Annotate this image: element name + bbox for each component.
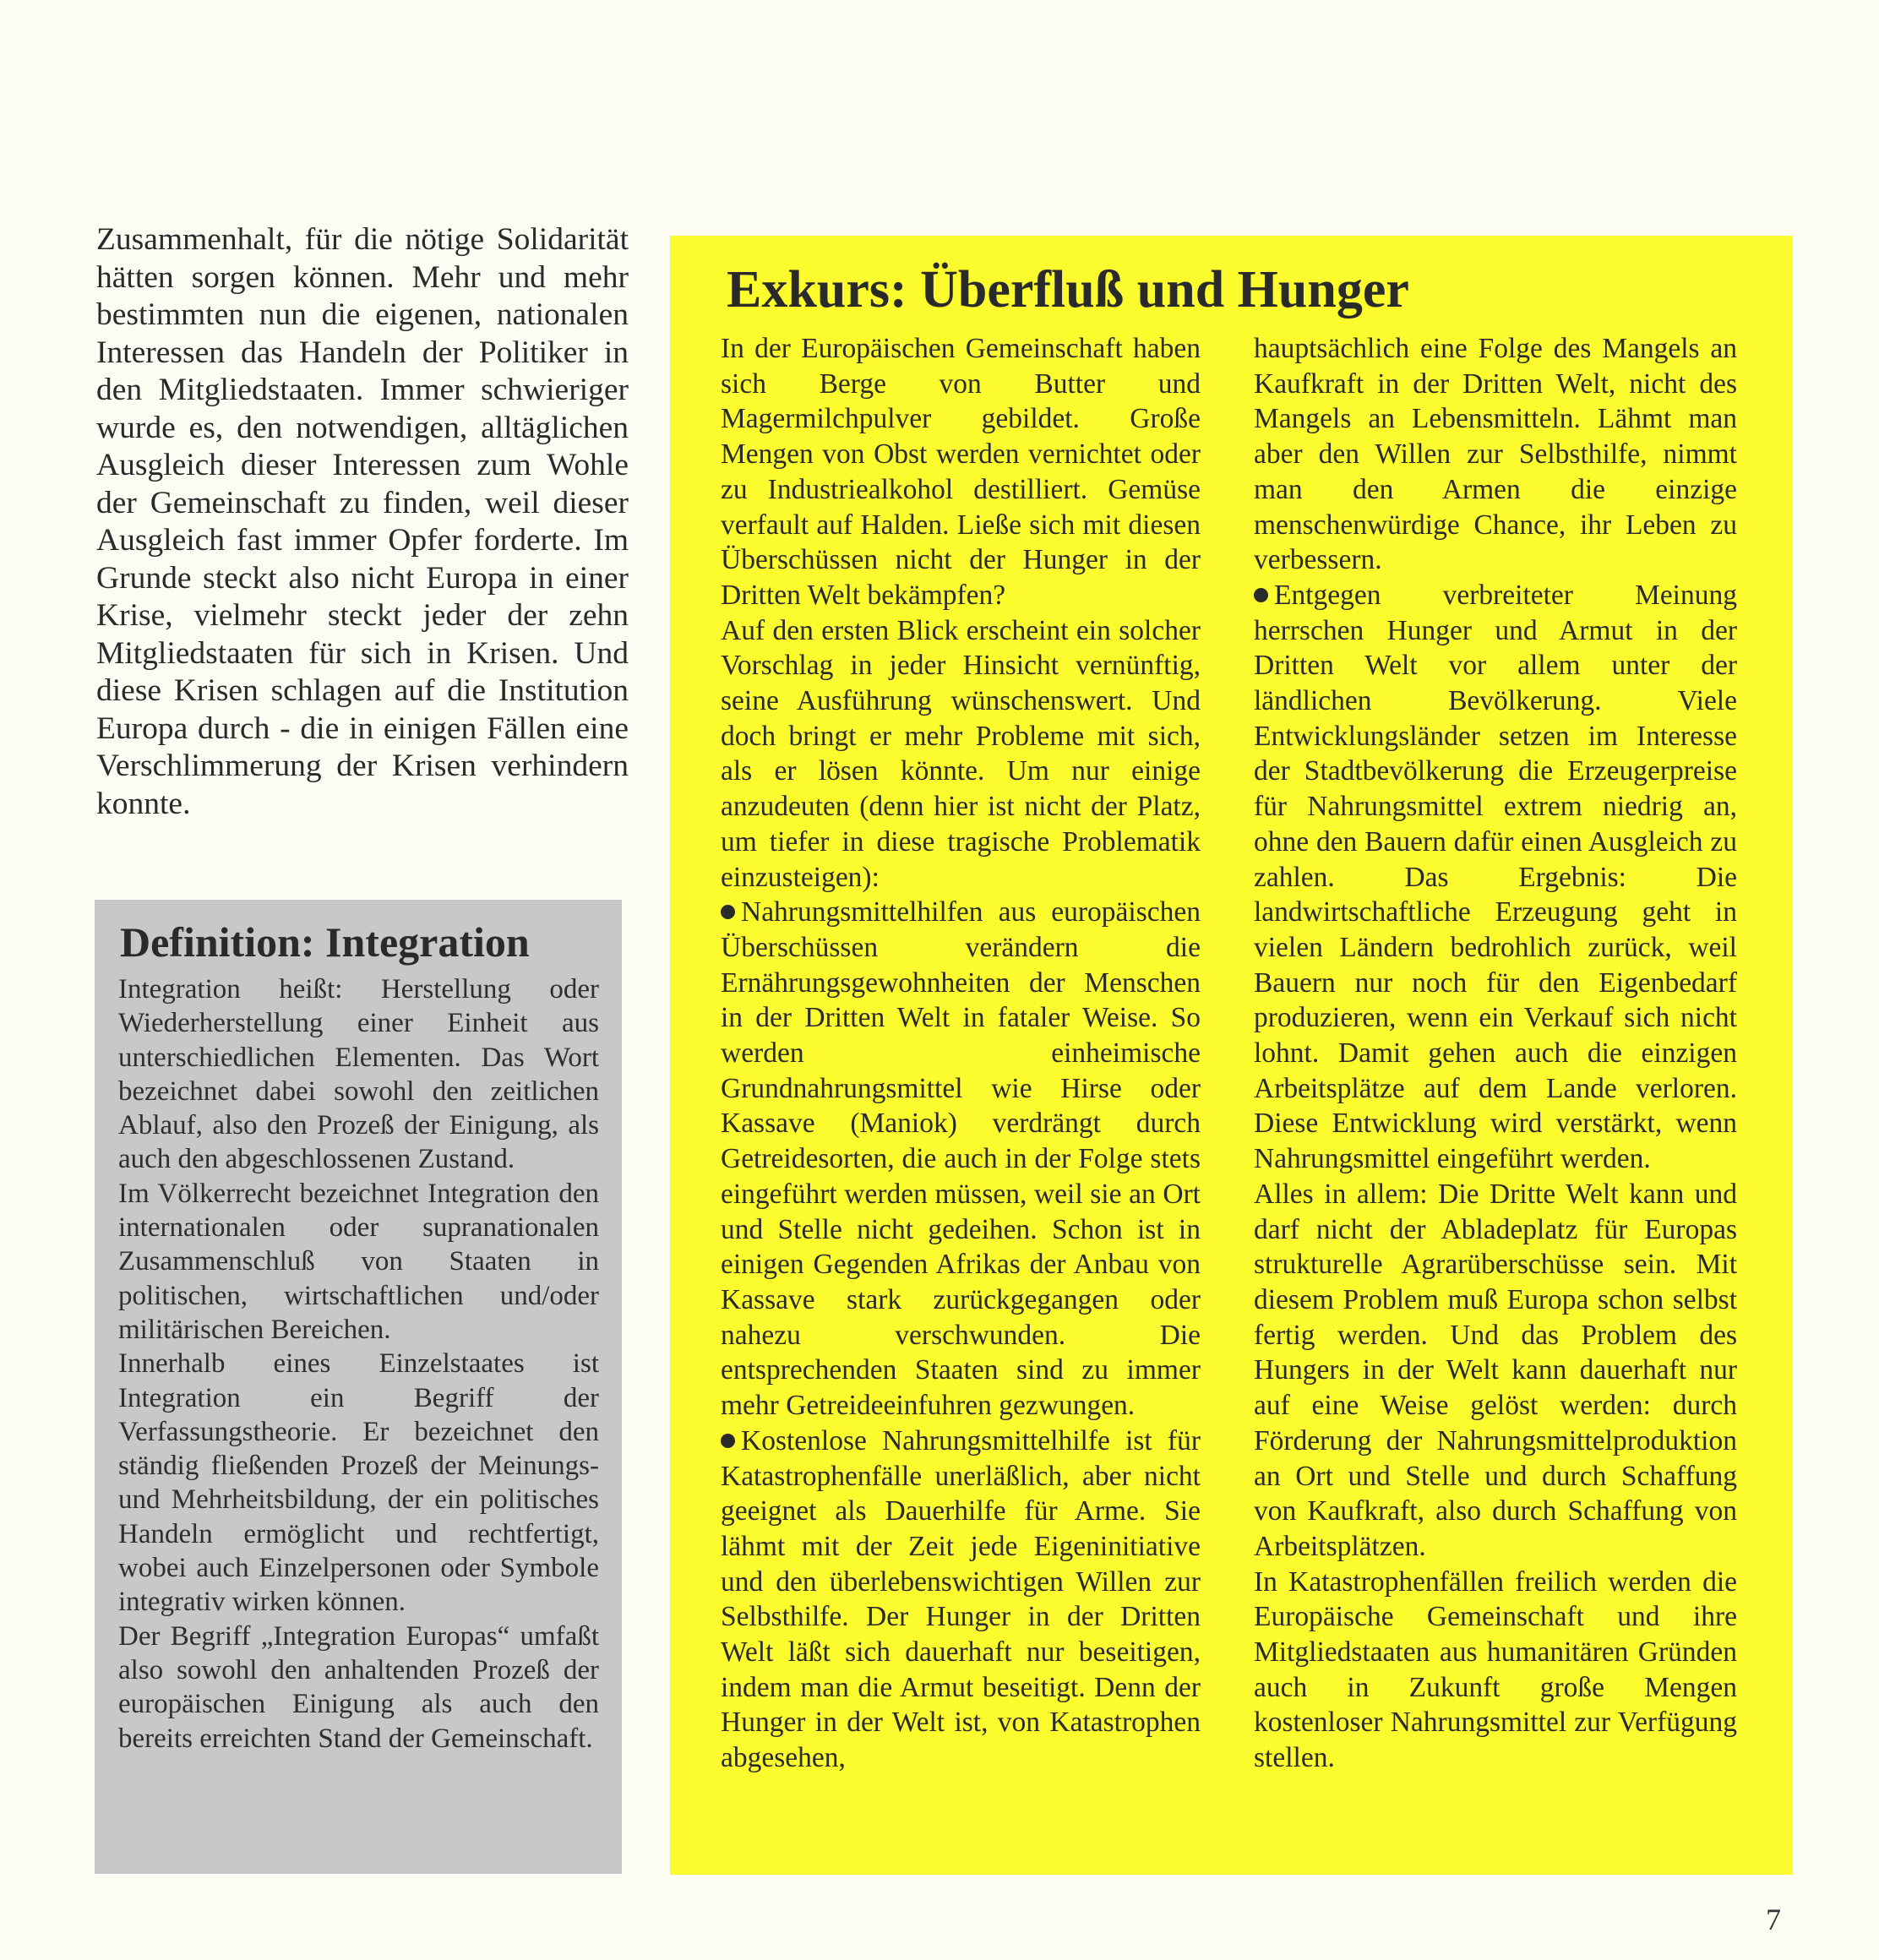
exkurs-column-2: [1254, 331, 1737, 1776]
exkurs-bullet-text: Nahrungsmittelhilfen aus europäischen Überschüssen verändern die Ernährungsgewohnheiten der Menschen in der Dritten Welt in fataler Weise. So werden einheimische Grundnahrungsmittel wie Hirse oder Kassave (Maniok) verdrängt durch Getreidesorten, die auch in der Folge stets eingeführt werden müssen, weil sie an Ort und Stelle nicht gedeihen. Schon ist in einigen Gegenden Afrikas der Anbau von Kassave stark zurückgegangen oder nahezu verschwunden. Die entsprechenden Staaten sind zu immer mehr Getreideeinfuhren gezwungen.: [721, 896, 1201, 1422]
exkurs-paragraph: Alles in allem: Die Dritte Welt kann und darf nicht der Abladeplatz für Europas strukturelle Agrarüberschüsse sein. Mit diesem Problem muß Europa schon selbst fertig werden. Und das Problem des Hungers in der Welt kann dauerhaft nur auf eine Weise gelöst werden: durch Förderung der Nahrungsmittelproduktion an Ort und Stelle und durch Schaffung von Kaufkraft, also durch Schaffung von Arbeitsplätzen.: [1254, 1178, 1737, 1562]
definition-box: [95, 900, 622, 1874]
exkurs-paragraph: In der Europäischen Gemeinschaft haben sich Berge von Butter und Magermilchpulver gebildet. Große Mengen von Obst werden vernichtet oder zu Industriealkohol destilliert. Gemüse verfault auf Halden. Ließe sich mit diesen Überschüssen nicht der Hunger in der Dritten Welt bekämpfen?: [721, 333, 1201, 611]
exkurs-bullet-paragraph: [721, 895, 1201, 1424]
exkurs-paragraph: In Katastrophenfällen freilich werden die Europäische Gemeinschaft und ihre Mitgliedstaaten aus humanitären Gründen auch in Zukunft große Mengen kostenloser Nahrungsmittel zur Verfügung stellen.: [1254, 1565, 1737, 1774]
definition-paragraph: Integration heißt: Herstellung oder Wiederherstellung einer Einheit aus unterschiedlichen Elementen. Das Wort bezeichnet dabei sowohl den zeitlichen Ablauf, also den Prozeß der Einigung, als auch den abgeschlossenen Zustand.: [118, 974, 599, 1175]
exkurs-column-1: [721, 331, 1201, 1776]
exkurs-paragraph: hauptsächlich eine Folge des Mangels an Kaufkraft in der Dritten Welt, nicht des Mangels an Lebensmitteln. Lähmt man aber den Willen zur Selbsthilfe, nimmt man den Armen die einzige menschenwürdige Chance, ihr Leben zu verbessern.: [1254, 333, 1737, 576]
page-number: 7: [1766, 1903, 1781, 1936]
exkurs-title: Exkurs: Überfluß und Hunger: [727, 261, 1409, 318]
definition-title: Definition: Integration: [120, 918, 530, 966]
intro-text: Zusammenhalt, für die nötige Solidarität hätten sorgen können. Mehr und mehr bestimmten nun die eigenen, nationalen Interessen das Handeln der Politiker in den Mitgliedstaaten. Immer schwieriger wurde es, den notwendigen, alltäglichen Ausgleich dieser Interessen zum Wohle der Gemeinschaft zu finden, weil dieser Ausgleich fast immer Opfer forderte. Im Grunde steckt also nicht Europa in einer Krise, vielmehr steckt jeder der zehn Mitgliedstaaten für sich in Krisen. Und diese Krisen schlagen auf die Institution Europa durch - die in einigen Fällen eine Verschlimmerung der Krisen verhindern konnte.: [96, 222, 629, 821]
exkurs-bullet-text: Kostenlose Nahrungsmittelhilfe ist für Katastrophenfälle unerläßlich, aber nicht geeignet als Dauerhilfe für Arme. Sie lähmt mit der Zeit jede Eigeninitiative und den überlebenswichtigen Willen zur Selbsthilfe. Der Hunger in der Dritten Welt läßt sich dauerhaft nur beseitigen, indem man die Armut beseitigt. Denn der Hunger in der Welt ist, von Katastrophen abgesehen,: [721, 1424, 1201, 1774]
definition-paragraph: Der Begriff „Integration Europas“ umfaßt also sowohl den anhaltenden Prozeß der europäischen Einigung als auch den bereits erreichten Stand der Gemeinschaft.: [118, 1620, 599, 1754]
definition-paragraph: Im Völkerrecht bezeichnet Integration den internationalen oder supranationalen Zusammenschluß von Staaten in politischen, wirtschaftlichen und/oder militärischen Bereichen.: [118, 1178, 599, 1345]
exkurs-box: [670, 236, 1793, 1875]
bullet-icon: [721, 905, 735, 919]
bullet-icon: [1254, 588, 1268, 602]
exkurs-bullet-paragraph: [1254, 578, 1737, 1177]
exkurs-bullet-text: Entgegen verbreiteter Meinung herrschen Hunger und Armut in der Dritten Welt vor allem unter der ländlichen Bevölkerung. Viele Entwicklungsländer setzen im Interesse der Stadtbevölkerung die Erzeugerpreise für Nahrungsmittel extrem niedrig an, ohne den Bauern dafür einen Ausgleich zu zahlen. Das Ergebnis: Die landwirtschaftliche Erzeugung geht in vielen Ländern bedrohlich zurück, weil Bauern nur noch für den Eigenbedarf produzieren, wenn ein Verkauf sich nicht lohnt. Damit gehen auch die einzigen Arbeitsplätze auf dem Lande verloren. Diese Entwicklung wird verstärkt, wenn Nahrungsmittel eingeführt werden.: [1254, 579, 1737, 1175]
definition-paragraph: Innerhalb eines Einzelstaates ist Integration ein Begriff der Verfassungstheorie. Er bezeichnet den ständig fließenden Prozeß der Meinungs- und Mehrheitsbildung, der ein politisches Handeln ermöglicht und rechtfertigt, wobei auch Einzelpersonen oder Symbole integrativ wirken können.: [118, 1348, 599, 1618]
exkurs-bullet-paragraph: [721, 1424, 1201, 1776]
bullet-icon: [721, 1434, 735, 1448]
exkurs-paragraph: Auf den ersten Blick erscheint ein solcher Vorschlag in jeder Hinsicht vernünftig, seine Ausführung wünschenswert. Und doch bringt er mehr Probleme mit sich, als er lösen könnte. Um nur einige anzudeuten (denn hier ist nicht der Platz, um tiefer in diese tragische Problematik einzusteigen):: [721, 614, 1201, 893]
